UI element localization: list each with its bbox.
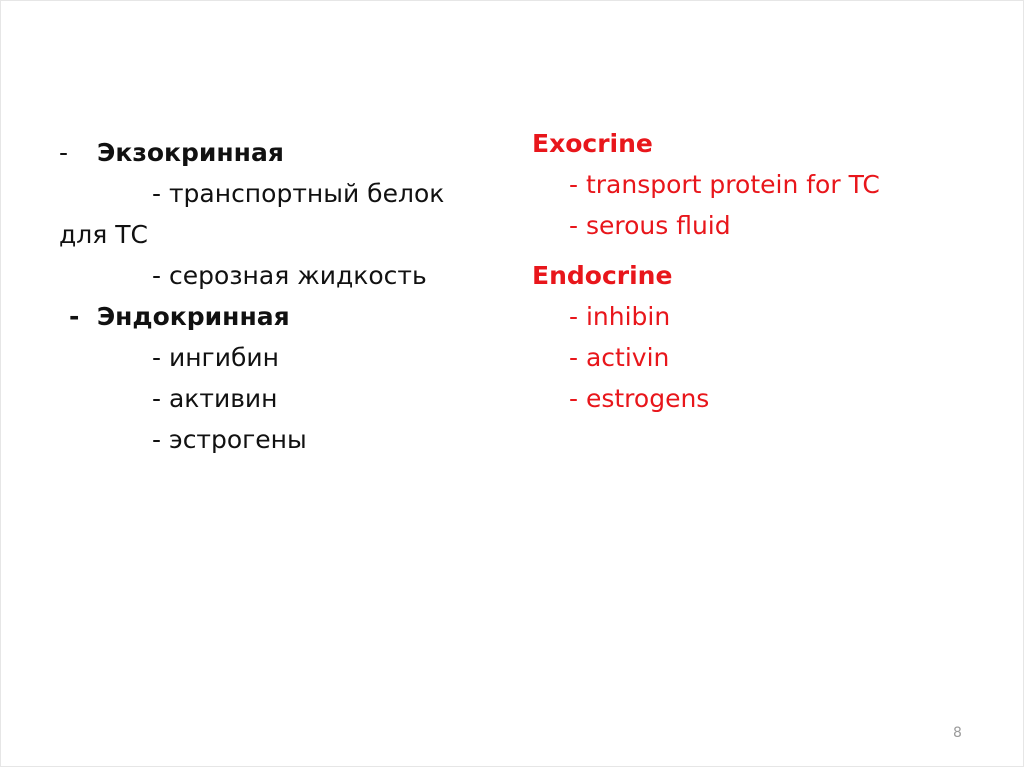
english-endocrine-item-1: - inhibin bbox=[569, 302, 671, 331]
russian-exocrine-heading-line bbox=[59, 132, 444, 173]
russian-exocrine-dash: - bbox=[59, 138, 69, 167]
russian-exocrine-item-1b: для ТС bbox=[59, 220, 148, 249]
russian-exocrine-item-2: - серозная жидкость bbox=[152, 261, 427, 290]
russian-exocrine-heading: Экзокринная bbox=[97, 138, 284, 167]
english-endocrine-heading: Endocrine bbox=[532, 261, 673, 290]
english-exocrine-section bbox=[532, 123, 880, 246]
english-exocrine-item-1: - transport protein for TC bbox=[569, 170, 880, 199]
russian-endocrine-item-2: - активин bbox=[152, 384, 278, 413]
russian-exocrine-item-1a: - транспортный белок bbox=[152, 179, 445, 208]
russian-endocrine-heading-line bbox=[59, 296, 444, 337]
russian-endocrine-heading: Эндокринная bbox=[96, 302, 290, 331]
russian-column bbox=[59, 132, 444, 460]
russian-endocrine-item-1: - ингибин bbox=[152, 343, 279, 372]
english-endocrine-item-3: - estrogens bbox=[569, 384, 710, 413]
russian-endocrine-item-3: - эстрогены bbox=[152, 425, 307, 454]
english-column bbox=[532, 123, 880, 419]
english-endocrine-section bbox=[532, 255, 880, 419]
english-exocrine-heading: Exocrine bbox=[532, 129, 653, 158]
russian-endocrine-dash: - bbox=[69, 302, 80, 331]
page-number: 8 bbox=[953, 725, 962, 741]
english-endocrine-item-2: - activin bbox=[569, 343, 670, 372]
english-exocrine-item-2: - serous fluid bbox=[569, 211, 731, 240]
